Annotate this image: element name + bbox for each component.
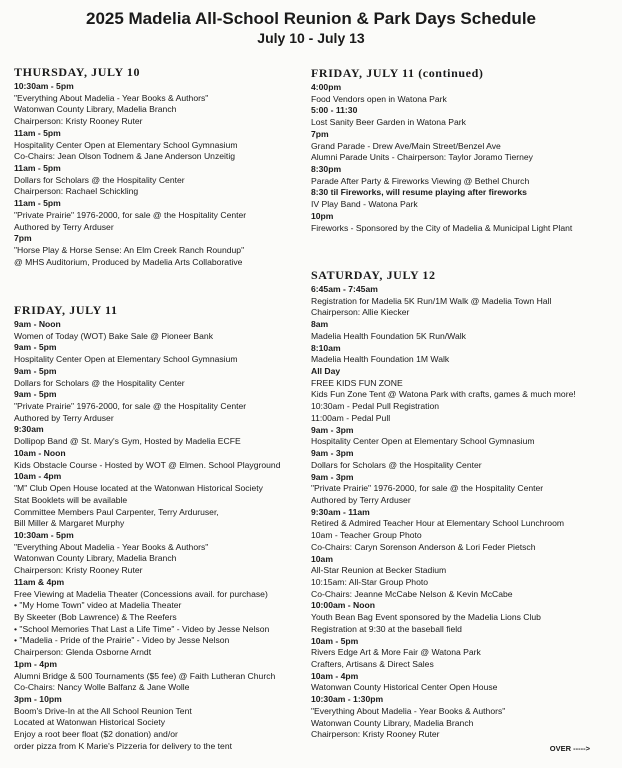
event-time: 10:30am - 5pm	[14, 529, 74, 540]
event-time: 10am - 4pm	[311, 670, 359, 681]
event-detail: IV Play Band - Watona Park	[311, 199, 418, 210]
event-time: 11am - 5pm	[14, 127, 61, 138]
event-detail: Watonwan County Library, Madelia Branch	[311, 717, 474, 728]
event-time: 1pm - 4pm	[14, 658, 57, 669]
event-time: 6:45am - 7:45am	[311, 284, 378, 294]
event-detail: Youth Bean Bag Event sponsored by the Madelia Lions Club	[311, 612, 541, 623]
event-detail: 10:30am - Pedal Pull Registration	[311, 401, 440, 412]
event-detail: "Private Prairie" 1976-2000, for sale @ the Hospitality Center	[311, 483, 544, 494]
event-detail: Bill Miller & Margaret Murphy	[14, 518, 125, 529]
event-time: 10am - Noon	[14, 447, 66, 458]
event-detail: Chairperson: Kristy Rooney Ruter	[14, 116, 143, 127]
event-detail: Dollars for Scholars @ the Hospitality Center	[14, 174, 185, 185]
event-time: 11am - 5pm	[14, 163, 61, 174]
event-detail: All-Star Reunion at Becker Stadium	[311, 565, 447, 576]
event-detail: Co-Chairs: Nancy Wolle Balfanz & Jane Wolle	[14, 682, 190, 693]
event-detail: Food Vendors open in Watona Park	[311, 93, 447, 104]
event-time: 10pm	[311, 210, 334, 221]
event-detail: 10am - Teacher Group Photo	[311, 530, 422, 541]
page-title: 2025 Madelia All-School Reunion & Park Days Schedule	[85, 9, 536, 28]
event-time: 8:10am	[311, 342, 341, 353]
event-time: 9am - 5pm	[14, 389, 57, 400]
event-time: 9:30am - 11am	[311, 506, 370, 517]
event-detail: Chairperson: Glenda Osborne Arndt	[14, 647, 152, 658]
event-detail: Kids Fun Zone Tent @ Watona Park with crafts, games & much more!	[311, 389, 576, 400]
event-detail: Watonwan County Historical Center Open House	[311, 682, 498, 693]
event-detail: Women of Today (WOT) Bake Sale @ Pioneer Bank	[14, 330, 213, 341]
event-detail: Chairperson: Rachael Schickling	[14, 186, 139, 197]
event-detail: Kids Obstacle Course - Hosted by WOT @ Elmen. School Playground	[14, 459, 281, 470]
event-time: 9am - 3pm	[311, 471, 354, 482]
event-detail: Hospitality Center Open at Elementary School Gymnasium	[14, 139, 238, 150]
event-detail: Rivers Edge Art & More Fair @ Watona Park	[311, 647, 481, 658]
event-detail: Boom's Drive-In at the All School Reunion Tent	[14, 705, 192, 716]
event-detail: Co-Chairs: Jean Olson Todnem & Jane Anderson Unzeitig	[14, 151, 236, 162]
event-detail: Chairperson: Kristy Rooney Ruter	[14, 565, 143, 576]
event-detail: Registration at 9:30 at the baseball field	[311, 623, 462, 634]
event-detail: Alumni Parade Units - Chairperson: Taylor Joramo Tierney	[311, 152, 533, 163]
event-detail: • "Madelia - Pride of the Prairie" - Video by Jesse Nelson	[14, 635, 230, 646]
event-time: 7pm	[14, 233, 32, 244]
event-detail: order pizza from K Marie's Pizzeria for delivery to the tent	[14, 740, 232, 751]
event-detail: Chairperson: Kristy Rooney Ruter	[311, 729, 440, 740]
event-time: 11am & 4pm	[14, 576, 65, 587]
event-detail: Hospitality Center Open at Elementary School Gymnasium	[14, 354, 238, 365]
over-indicator: OVER ----->	[549, 744, 590, 753]
event-detail: Grand Parade - Drew Ave/Main Street/Benzel Ave	[311, 140, 501, 151]
event-detail: Co-Chairs: Jeanne McCabe Nelson & Kevin McCabe	[311, 588, 513, 599]
event-detail: Dollipop Band @ St. Mary's Gym, Hosted by Madelia ECFE	[14, 436, 241, 447]
event-time: All Day	[311, 366, 341, 377]
event-detail: Madelia Health Foundation 1M Walk	[311, 354, 450, 365]
event-time: 9:30am	[14, 424, 44, 435]
event-time: 11am - 5pm	[14, 198, 61, 209]
event-detail: Alumni Bridge & 500 Tournaments ($5 fee) @ Faith Lutheran Church	[14, 670, 276, 681]
event-time: 10am - 5pm	[311, 635, 359, 646]
event-time: 4:00pm	[311, 82, 342, 92]
event-detail: "M" Club Open House located at the Watonwan Historical Society	[14, 483, 263, 494]
event-detail: Co-Chairs: Caryn Sorenson Anderson & Lori Feder Pietsch	[311, 541, 536, 552]
event-detail: @ MHS Auditorium, Produced by Madelia Arts Collaborative	[14, 256, 243, 267]
event-detail: Committee Members Paul Carpenter, Terry Arduruser,	[14, 506, 219, 517]
event-time: 9am - 3pm	[311, 424, 354, 435]
section-heading: THURSDAY, JULY 10	[14, 65, 141, 79]
event-time: 9am - 5pm	[14, 342, 57, 353]
event-detail: Authored by Terry Arduser	[311, 494, 411, 505]
event-detail: Authored by Terry Arduser	[14, 221, 114, 232]
event-detail: Located at Watonwan Historical Society	[14, 717, 166, 728]
page-dates: July 10 - July 13	[257, 30, 365, 46]
event-detail: 11:00am - Pedal Pull	[311, 412, 391, 423]
event-detail: Fireworks - Sponsored by the City of Madelia & Municipal Light Plant	[311, 222, 573, 233]
event-time: 9am - 5pm	[14, 365, 57, 376]
event-detail: Parade After Party & Fireworks Viewing @ Bethel Church	[311, 175, 530, 186]
event-detail: Lost Sanity Beer Garden in Watona Park	[311, 117, 466, 128]
event-detail: Watonwan County Library, Madelia Branch	[14, 104, 177, 115]
section-heading: SATURDAY, JULY 12	[311, 268, 436, 282]
event-time: 10:30am - 1:30pm	[311, 694, 384, 705]
section-friday-continued	[311, 66, 572, 234]
event-detail: FREE KIDS FUN ZONE	[311, 377, 403, 388]
event-detail: Stat Booklets will be available	[14, 494, 128, 505]
event-detail: "Private Prairie" 1976-2000, for sale @ the Hospitality Center	[14, 401, 247, 412]
event-detail: • "My Home Town" video at Madelia Theater	[14, 600, 182, 611]
event-time: 8:30pm	[311, 164, 342, 175]
event-detail: Watonwan County Library, Madelia Branch	[14, 553, 177, 564]
event-detail: "Horse Play & Horse Sense: An Elm Creek Ranch Roundup"	[14, 245, 245, 256]
event-time: 10am	[311, 553, 333, 564]
section-saturday	[311, 268, 576, 741]
section-friday	[14, 303, 281, 753]
event-time: 9am - 3pm	[311, 448, 354, 459]
section-heading: FRIDAY, JULY 11 (continued)	[311, 66, 484, 80]
event-detail: Authored by Terry Arduser	[14, 412, 114, 423]
event-time: 10:00am - Noon	[311, 600, 375, 611]
event-time: 10:30am - 5pm	[14, 81, 74, 91]
event-detail: Crafters, Artisans & Direct Sales	[311, 659, 434, 669]
section-thursday	[14, 65, 246, 269]
event-time: 8am	[311, 319, 329, 330]
event-time: 7pm	[311, 128, 329, 139]
event-detail: "Everything About Madelia - Year Books & Authors"	[14, 541, 209, 552]
event-detail: • "School Memories That Last a Life Time" - Video by Jesse Nelson	[14, 623, 270, 634]
event-time: 9am - Noon	[14, 319, 61, 329]
event-detail: Dollars for Scholars @ the Hospitality Center	[311, 459, 482, 470]
event-detail: Registration for Madelia 5K Run/1M Walk @ Madelia Town Hall	[311, 295, 552, 306]
event-detail: Madelia Health Foundation 5K Run/Walk	[311, 330, 466, 341]
event-detail: Hospitality Center Open at Elementary School Gymnasium	[311, 436, 535, 447]
event-detail: Chairperson: Allie Kiecker	[311, 307, 410, 318]
event-detail: "Everything About Madelia - Year Books & Authors"	[311, 705, 506, 716]
event-detail: 10:15am: All-Star Group Photo	[311, 576, 429, 587]
event-detail: By Skeeter (Bob Lawrence) & The Reefers	[14, 611, 177, 622]
event-detail: Free Viewing at Madelia Theater (Concessions avail. for purchase)	[14, 588, 268, 599]
event-time: 3pm - 10pm	[14, 694, 62, 704]
event-time: 5:00 - 11:30	[311, 105, 358, 116]
event-detail: Enjoy a root beer float ($2 donation) and/or	[14, 729, 178, 740]
event-time: 8:30 til Fireworks, will resume playing after fireworks	[311, 187, 527, 198]
event-time: 10am - 4pm	[14, 471, 62, 482]
event-detail: Retired & Admired Teacher Hour at Elementary School Lunchroom	[311, 518, 565, 529]
event-detail: "Everything About Madelia - Year Books & Authors"	[14, 92, 209, 103]
section-heading: FRIDAY, JULY 11	[14, 303, 118, 317]
event-detail: Dollars for Scholars @ the Hospitality Center	[14, 377, 185, 388]
event-detail: "Private Prairie" 1976-2000, for sale @ the Hospitality Center	[14, 209, 247, 220]
